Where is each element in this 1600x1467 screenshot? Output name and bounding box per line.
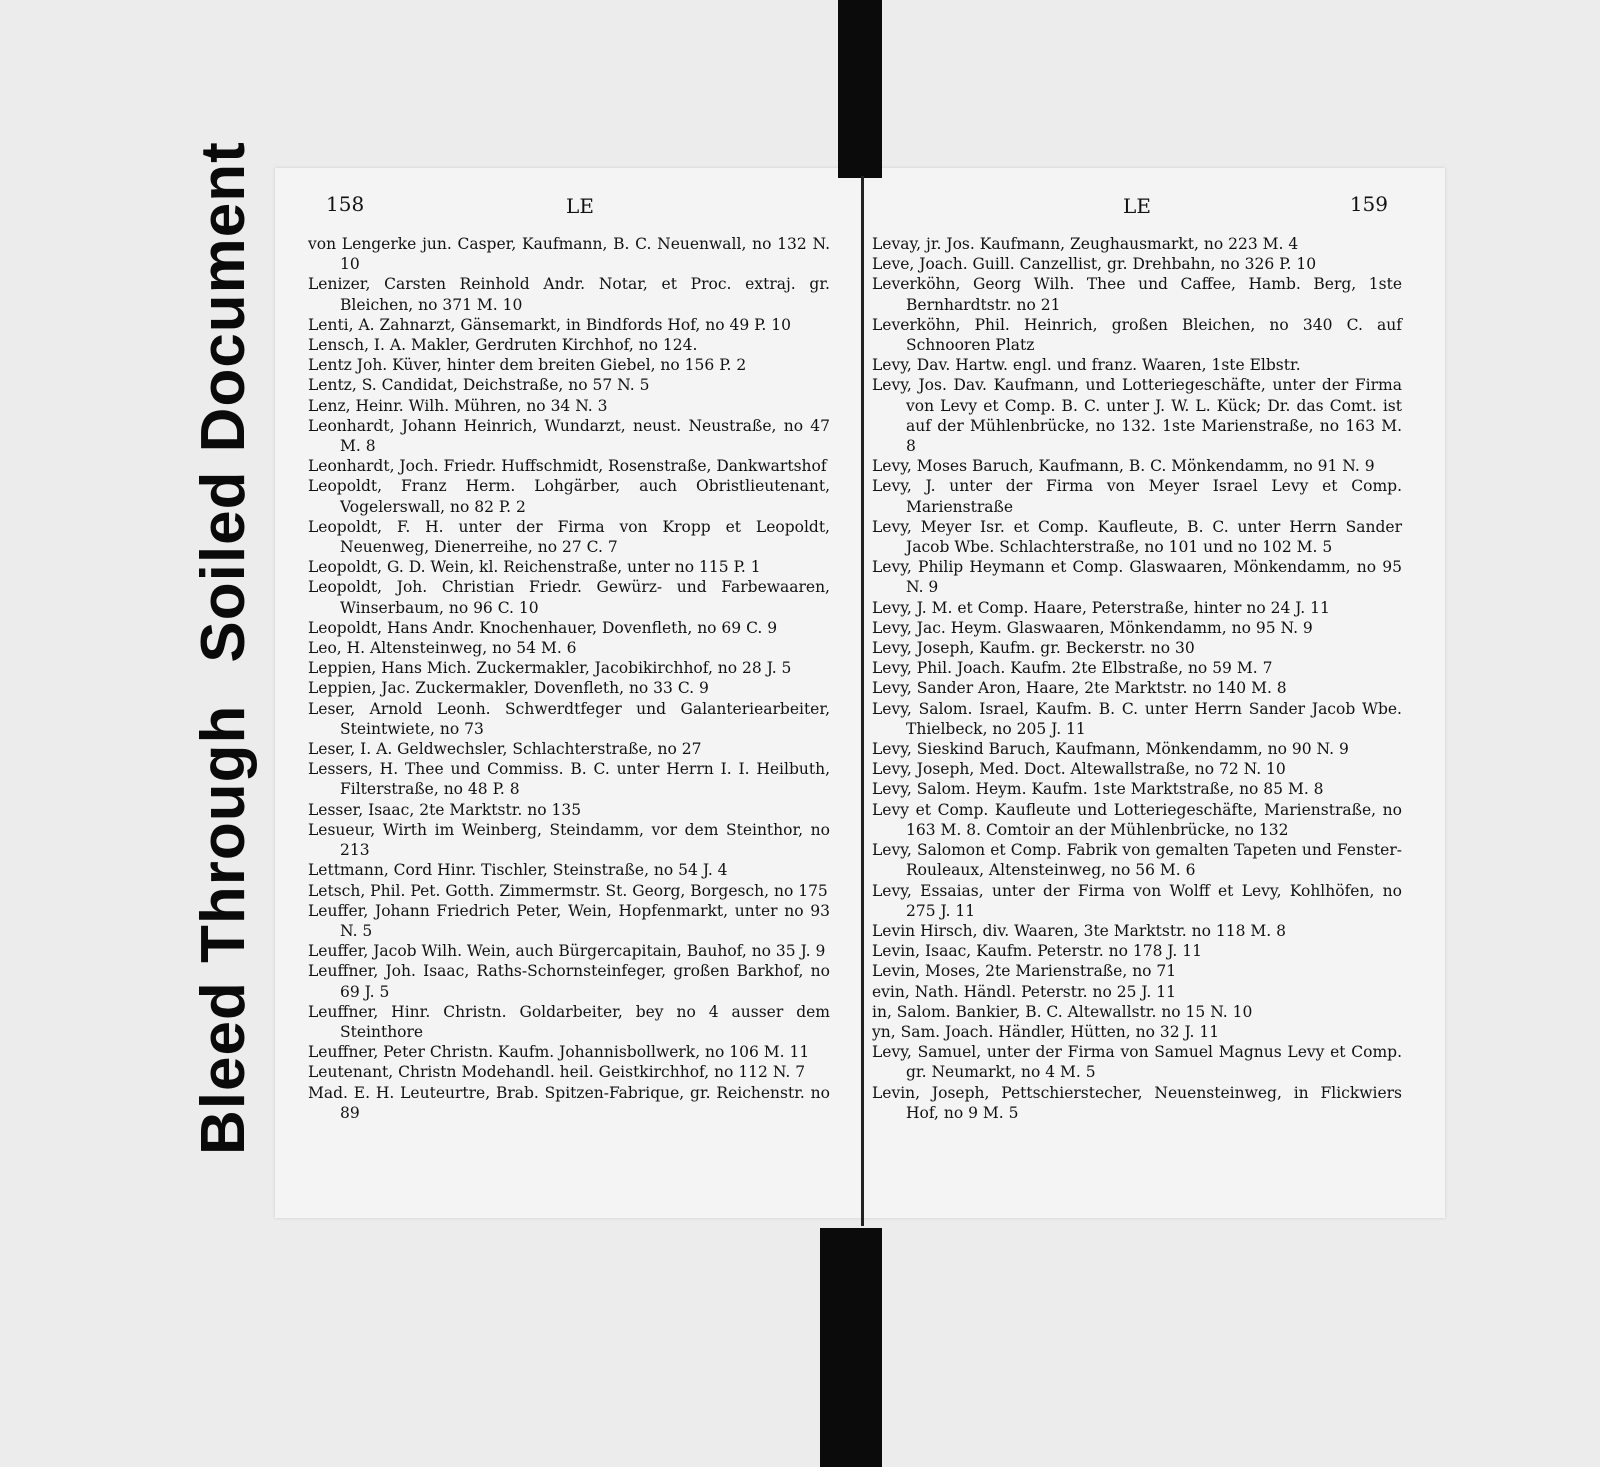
directory-entry: Leonhardt, Johann Heinrich, Wundarzt, neust. Neustraße, no 47 M. 8 — [308, 416, 830, 456]
scan-quality-label — [188, 99, 259, 1155]
directory-entry: Levin, Moses, 2te Marienstraße, no 71 — [872, 962, 1177, 981]
directory-entry: evin, Nath. Händl. Peterstr. no 25 J. 11 — [872, 982, 1177, 1001]
directory-entry: Lentz Joh. Küver, hinter dem breiten Giebel, no 156 P. 2 — [308, 356, 747, 375]
directory-entry: Leppien, Hans Mich. Zuckermakler, Jacobikirchhof, no 28 J. 5 — [308, 659, 792, 678]
directory-entry: Levy, Samuel, unter der Firma von Samuel Magnus Levy et Comp. gr. Neumarkt, no 4 M. 5 — [872, 1043, 1402, 1082]
left-page-number: 158 — [326, 192, 365, 216]
directory-entry: Leuffner, Peter Christn. Kaufm. Johannisbollwerk, no 106 M. 11 — [308, 1043, 810, 1062]
directory-entry: Levin, Isaac, Kaufm. Peterstr. no 178 J. 11 — [872, 942, 1203, 961]
left-page-header — [290, 190, 830, 234]
directory-entry: Leuffer, Johann Friedrich Peter, Wein, Hopfenmarkt, unter no 93 N. 5 — [308, 901, 830, 940]
directory-entry: Lessers, H. Thee und Commiss. B. C. unter Herrn I. I. Heilbuth, Filterstraße, no 48 P. 8 — [308, 760, 830, 799]
directory-entry: Levy, Salomon et Comp. Fabrik von gemalten Tapeten und Fenster-Rouleaux, Altensteinweg, no 56 M. 6 — [872, 841, 1402, 880]
directory-entry: Levin, Joseph, Pettschierstecher, Neuensteinweg, in Flickwiers Hof, no 9 M. 5 — [872, 1083, 1402, 1122]
page-gutter — [861, 176, 864, 1226]
directory-entry: Letsch, Phil. Pet. Gotth. Zimmermstr. St. Georg, Borgesch, no 175 — [308, 881, 828, 900]
directory-entry: Leopoldt, Franz Herm. Lohgärber, auch Obristlieutenant, Vogelerswall, no 82 P. 2 — [308, 477, 830, 516]
directory-entry: von Lengerke jun. Casper, Kaufmann, B. C. Neuenwall, no 132 N. 10 — [308, 235, 830, 274]
right-page — [872, 190, 1402, 1123]
right-page-header — [872, 190, 1402, 234]
directory-entry: Leonhardt, Joch. Friedr. Huffschmidt, Rosenstraße, Dankwartshof — [308, 457, 827, 476]
directory-entry: Leutenant, Christn Modehandl. heil. Geistkirchhof, no 112 N. 7 — [308, 1063, 806, 1082]
left-running-head: LE — [566, 194, 594, 218]
directory-entry: Leuffner, Joh. Isaac, Raths-Schornsteinfeger, großen Barkhof, no 69 J. 5 — [308, 962, 830, 1001]
directory-entry: Leppien, Jac. Zuckermakler, Dovenfleth, no 33 C. 9 — [308, 679, 709, 698]
directory-entry: Lesser, Isaac, 2te Marktstr. no 135 — [308, 800, 582, 819]
directory-entry: Levy, J. M. et Comp. Haare, Peterstraße, hinter no 24 J. 11 — [872, 598, 1330, 617]
directory-entry: Lenz, Heinr. Wilh. Mühren, no 34 N. 3 — [308, 396, 608, 415]
right-entry-list — [872, 234, 1402, 1123]
directory-entry: Levy et Comp. Kaufleute und Lotteriegeschäfte, Marienstraße, no 163 M. 8. Comtoir an der Mühlenbrücke, no 132 — [872, 800, 1402, 839]
left-page — [290, 190, 830, 1123]
directory-entry: Levy, Dav. Hartw. engl. und franz. Waaren, 1ste Elbstr. — [872, 356, 1301, 375]
directory-entry: Levy, Sieskind Baruch, Kaufmann, Mönkendamm, no 90 N. 9 — [872, 740, 1349, 759]
binding-bottom — [820, 1228, 882, 1467]
directory-entry: Leo, H. Altensteinweg, no 54 M. 6 — [308, 639, 577, 658]
directory-entry: Lentz, S. Candidat, Deichstraße, no 57 N. 5 — [308, 376, 650, 395]
right-page-number: 159 — [1349, 192, 1388, 216]
directory-entry: Levy, Meyer Isr. et Comp. Kaufleute, B. C. unter Herrn Sander Jacob Wbe. Schlachterstraße, no 101 und no 102 M. 5 — [872, 517, 1402, 557]
right-running-head: LE — [1123, 194, 1151, 218]
directory-entry: Levy, Salom. Heym. Kaufm. 1ste Marktstraße, no 85 M. 8 — [872, 780, 1324, 799]
directory-entry: Levy, Salom. Israel, Kaufm. B. C. unter Herrn Sander Jacob Wbe. Thielbeck, no 205 J. 11 — [872, 699, 1402, 738]
directory-entry: Levy, Joseph, Kaufm. gr. Beckerstr. no 30 — [872, 639, 1195, 658]
directory-entry: Levy, Jac. Heym. Glaswaaren, Mönkendamm, no 95 N. 9 — [872, 618, 1313, 637]
directory-entry: Leverköhn, Phil. Heinrich, großen Bleichen, no 340 C. auf Schnooren Platz — [872, 315, 1402, 355]
directory-entry: Levy, J. unter der Firma von Meyer Israel Levy et Comp. Marienstraße — [872, 477, 1402, 516]
directory-entry: Leser, Arnold Leonh. Schwerdtfeger und Galanteriearbeiter, Steintwiete, no 73 — [308, 699, 830, 738]
directory-entry: Leuffner, Hinr. Christn. Goldarbeiter, bey no 4 ausser dem Steinthore — [308, 1002, 830, 1041]
directory-entry: Leopoldt, Joh. Christian Friedr. Gewürz- und Farbewaaren, Winserbaum, no 96 C. 10 — [308, 578, 830, 617]
binding-top — [838, 0, 882, 178]
directory-entry: Lenti, A. Zahnarzt, Gänsemarkt, in Bindfords Hof, no 49 P. 10 — [308, 315, 792, 334]
directory-entry: Levy, Phil. Joach. Kaufm. 2te Elbstraße, no 59 M. 7 — [872, 659, 1273, 678]
directory-entry: Levy, Moses Baruch, Kaufmann, B. C. Mönkendamm, no 91 N. 9 — [872, 457, 1375, 476]
directory-entry: Leuffer, Jacob Wilh. Wein, auch Bürgercapitain, Bauhof, no 35 J. 9 — [308, 942, 826, 961]
directory-entry: Leopoldt, Hans Andr. Knochenhauer, Dovenfleth, no 69 C. 9 — [308, 618, 778, 637]
soiled-document-label: Soiled Document — [189, 141, 258, 663]
directory-entry: Levy, Joseph, Med. Doct. Altewallstraße, no 72 N. 10 — [872, 760, 1286, 779]
directory-entry: Leser, I. A. Geldwechsler, Schlachterstraße, no 27 — [308, 740, 702, 759]
directory-entry: Leopoldt, G. D. Wein, kl. Reichenstraße, unter no 115 P. 1 — [308, 558, 761, 577]
directory-entry: Lettmann, Cord Hinr. Tischler, Steinstraße, no 54 J. 4 — [308, 861, 728, 880]
directory-entry: Leverköhn, Georg Wilh. Thee und Caffee, Hamb. Berg, 1ste Bernhardtstr. no 21 — [872, 275, 1402, 314]
bleed-through-label: Bleed Through — [189, 704, 258, 1155]
directory-entry: Levy, Sander Aron, Haare, 2te Marktstr. no 140 M. 8 — [872, 679, 1287, 698]
directory-entry: Mad. E. H. Leuteurtre, Brab. Spitzen-Fabrique, gr. Reichenstr. no 89 — [308, 1083, 830, 1122]
directory-entry: Lenizer, Carsten Reinhold Andr. Notar, et Proc. extraj. gr. Bleichen, no 371 M. 10 — [308, 275, 830, 314]
directory-entry: Levy, Philip Heymann et Comp. Glaswaaren, Mönkendamm, no 95 N. 9 — [872, 558, 1402, 597]
directory-entry: Leve, Joach. Guill. Canzellist, gr. Drehbahn, no 326 P. 10 — [872, 255, 1317, 274]
directory-entry: Levay, jr. Jos. Kaufmann, Zeughausmarkt, no 223 M. 4 — [872, 235, 1299, 253]
directory-entry: Levin Hirsch, div. Waaren, 3te Marktstr. no 118 M. 8 — [872, 921, 1286, 940]
directory-entry: Lensch, I. A. Makler, Gerdruten Kirchhof, no 124. — [308, 336, 698, 355]
left-entry-list — [290, 234, 830, 1123]
directory-entry: in, Salom. Bankier, B. C. Altewallstr. no 15 N. 10 — [872, 1002, 1253, 1021]
directory-entry: yn, Sam. Joach. Händler, Hütten, no 32 J. 11 — [872, 1022, 1220, 1041]
directory-entry: Leopoldt, F. H. unter der Firma von Kropp et Leopoldt, Neuenweg, Dienerreihe, no 27 C. 7 — [308, 517, 830, 557]
directory-entry: Lesueur, Wirth im Weinberg, Steindamm, vor dem Steinthor, no 213 — [308, 820, 830, 860]
directory-entry: Levy, Jos. Dav. Kaufmann, und Lotteriegeschäfte, unter der Firma von Levy et Comp. B. C. unter J. W. L. Kück; Dr. das Comt. ist auf der Mühlenbrücke, no 132. 1ste Marienstraße, no 163 M. 8 — [872, 376, 1402, 456]
directory-entry: Levy, Essaias, unter der Firma von Wolff et Levy, Kohlhöfen, no 275 J. 11 — [872, 881, 1402, 920]
